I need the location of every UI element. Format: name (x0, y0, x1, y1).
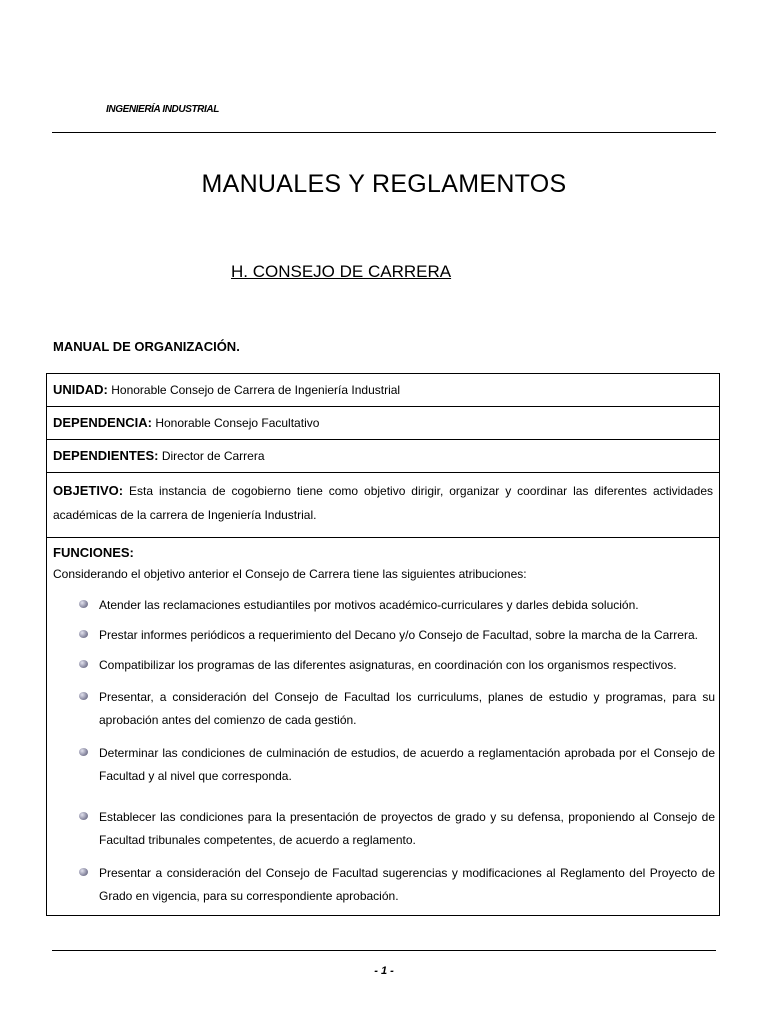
row-dependientes (47, 440, 719, 473)
dependencia-value: Honorable Consejo Facultativo (155, 416, 320, 430)
bullet-icon (79, 600, 88, 608)
row-dependencia (47, 407, 719, 440)
objetivo-label: OBJETIVO: (53, 483, 124, 498)
header-label: INGENIERÍA INDUSTRIAL (106, 104, 219, 115)
list-item-text: Establecer las condiciones para la presentación de proyectos de grado y su defensa, proponiendo al Consejo de Facultad tribunales competentes, de acuerdo a reglamento. (99, 810, 715, 847)
bullet-icon (79, 748, 88, 756)
list-item-text: Atender las reclamaciones estudiantiles por motivos académico-curriculares y darles debida solución. (99, 598, 639, 612)
row-funciones (47, 538, 719, 903)
list-item-text: Presentar, a consideración del Consejo de Facultad los curriculums, planes de estudio y programas, para su aprobación antes del comienzo de cada gestión. (99, 690, 715, 727)
bullet-icon (79, 812, 88, 820)
page-title: MANUALES Y REGLAMENTOS (201, 170, 567, 198)
list-item (99, 686, 715, 732)
unidad-value: Honorable Consejo de Carrera de Ingeniería Industrial (111, 383, 401, 397)
list-item (99, 806, 715, 852)
list-item-text: Determinar las condiciones de culminación de estudios, de acuerdo a reglamentación aprobada por el Consejo de Facultad y al nivel que corresponda. (99, 746, 715, 783)
list-item (99, 862, 715, 908)
bullet-icon (79, 630, 88, 638)
list-item (99, 594, 715, 617)
funciones-label: FUNCIONES: (53, 545, 134, 560)
dependientes-value: Director de Carrera (161, 449, 265, 463)
dependencia-label: DEPENDENCIA: (53, 415, 152, 430)
header-divider (52, 132, 716, 133)
page-subtitle: H. CONSEJO DE CARRERA (231, 262, 452, 281)
page-number: - 1 - (374, 965, 394, 977)
section-title: MANUAL DE ORGANIZACIÓN. (53, 339, 240, 354)
dependientes-label: DEPENDIENTES: (53, 448, 159, 463)
unidad-label: UNIDAD: (53, 382, 108, 397)
list-item-text: Compatibilizar los programas de las diferentes asignaturas, en coordinación con los organismos respectivos. (99, 658, 677, 672)
bullet-icon (79, 660, 88, 668)
list-item (99, 654, 715, 677)
list-item (99, 624, 715, 647)
organization-table (46, 373, 720, 916)
objetivo-value: Esta instancia de cogobierno tiene como objetivo dirigir, organizar y coordinar las diferentes actividades académicas de la carrera de Ingeniería Industrial. (53, 484, 713, 522)
list-item (99, 742, 715, 788)
row-objetivo (47, 473, 719, 538)
list-item-text: Prestar informes periódicos a requerimiento del Decano y/o Consejo de Facultad, sobre la marcha de la Carrera. (99, 628, 698, 642)
bullet-icon (79, 692, 88, 700)
list-item-text: Presentar a consideración del Consejo de Facultad sugerencias y modificaciones al Reglamento del Proyecto de Grado en vigencia, para su correspondiente aprobación. (99, 866, 715, 903)
row-unidad (47, 374, 719, 407)
funciones-intro: Considerando el objetivo anterior el Consejo de Carrera tiene las siguientes atribuciones: (53, 567, 527, 581)
bullet-icon (79, 868, 88, 876)
footer-divider (52, 950, 716, 951)
